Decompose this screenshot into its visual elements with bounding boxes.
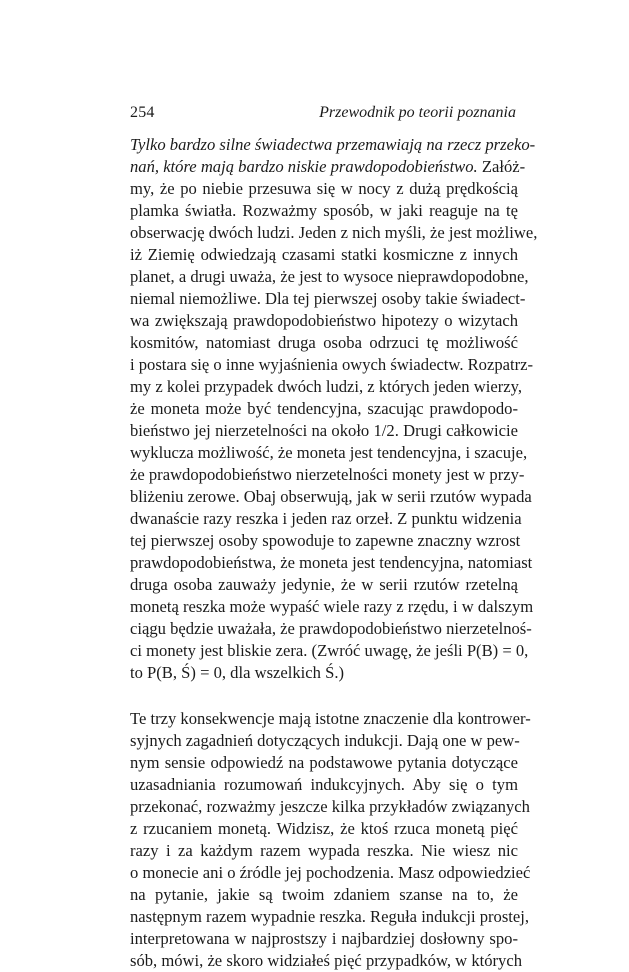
running-header (130, 104, 518, 122)
text-line: ciągu będzie uważała, że prawdopodobieństwo nierzetelnoś- (130, 619, 532, 638)
text-line: bieństwo jej nierzetelności na około 1/2. Drugi całkowicie (130, 421, 518, 440)
text-line: obserwację dwóch ludzi. Jeden z nich myśli, że jest możliwe, (130, 223, 538, 242)
paragraph-2 (130, 708, 531, 972)
text-line: tej pierwszej osoby spowoduje to zapewne znaczny wzrost (130, 531, 521, 550)
paragraph-spacer (130, 684, 518, 708)
text-line: to P(B, Ś) = 0, dla wszelkich Ś.) (130, 663, 345, 682)
page-number: 254 (130, 104, 155, 121)
text-line: bliżeniu zerowe. Obaj obserwują, jak w serii rzutów wypada (130, 487, 532, 506)
text-line: razy i za każdym razem wypada reszka. Nie wiesz nic (130, 841, 518, 860)
text-line: że moneta może być tendencyjna, szacując prawdopodo- (130, 399, 518, 418)
text-line: interpretowana w najprostszy i najbardziej dosłowny spo- (130, 929, 518, 948)
text-line: wyklucza możliwość, że moneta jest tendencyjna, i szacuje, (130, 443, 528, 462)
text-line: przekonać, rozważmy jeszcze kilka przykładów związanych (130, 797, 530, 816)
text-line: następnym razem wypadnie reszka. Reguła indukcji prostej, (130, 907, 530, 926)
text-line: ci monety jest bliskie zera. (Zwróć uwagę, że jeśli P(B) = 0, (130, 641, 529, 660)
text-line: plamka światła. Rozważmy sposób, w jaki reaguje na tę (130, 201, 518, 220)
text-line-mixed (130, 156, 526, 178)
text-line: sób, mówi, że skoro widziałeś pięć przypadków, w których (130, 951, 523, 970)
text-line: syjnych zagadnień dotyczących indukcji. Dają one w pew- (130, 731, 520, 750)
text-line: monetą reszka może wypaść wiele razy z rzędu, i w dalszym (130, 597, 534, 616)
text-line: druga osoba zauważy jedynie, że w serii rzutów rzetelną (130, 575, 518, 594)
text-line-italic: Tylko bardzo silne świadectwa przemawiają na rzecz przeko- (130, 135, 536, 154)
text-line: planet, a drugi uważa, że jest to wysoce nieprawdopodobne, (130, 267, 529, 286)
italic-phrase: nań, które mają bardzo niskie prawdopodobieństwo. (130, 157, 478, 176)
text-line: Te trzy konsekwencje mają istotne znaczenie dla kontrower- (130, 709, 531, 728)
text-line: iż Ziemię odwiedzają czasami statki kosmiczne z innych (130, 245, 518, 264)
text-line: uzasadniania rozumowań indukcyjnych. Aby się o tym (130, 775, 518, 794)
text-line: my, że po niebie przesuwa się w nocy z dużą prędkością (130, 179, 518, 198)
text-line: że prawdopodobieństwo nierzetelności monety jest w przy- (130, 465, 525, 484)
text-line: dwanaście razy reszka i jeden raz orzeł. Z punktu widzenia (130, 509, 522, 528)
page-body (130, 134, 538, 972)
text-line: z rzucaniem monetą. Widzisz, że ktoś rzuca monetą pięć (130, 819, 518, 838)
text-line: o monecie ani o źródle jej pochodzenia. Masz odpowiedzieć (130, 863, 531, 882)
text-line: my z kolei przypadek dwóch ludzi, z których jeden wierzy, (130, 377, 522, 396)
text-line: prawdopodobieństwa, że moneta jest tendencyjna, natomiast (130, 553, 533, 572)
text-line: wa zwiększają prawdopodobieństwo hipotezy o wizytach (130, 311, 518, 330)
text-fragment: Załóż- (481, 157, 526, 176)
paragraph-1 (130, 134, 538, 684)
text-line: i postara się o inne wyjaśnienia owych świadectw. Rozpatrz- (130, 355, 534, 374)
text-line: nym sensie odpowiedź na podstawowe pytania dotyczące (130, 753, 518, 772)
text-line: na pytanie, jakie są twoim zdaniem szanse na to, że (130, 885, 518, 904)
text-line: niemal niemożliwe. Dla tej pierwszej osoby takie świadect- (130, 289, 526, 308)
text-line: kosmitów, natomiast druga osoba odrzuci tę możliwość (130, 333, 518, 352)
running-title: Przewodnik po teorii poznania (319, 104, 516, 121)
